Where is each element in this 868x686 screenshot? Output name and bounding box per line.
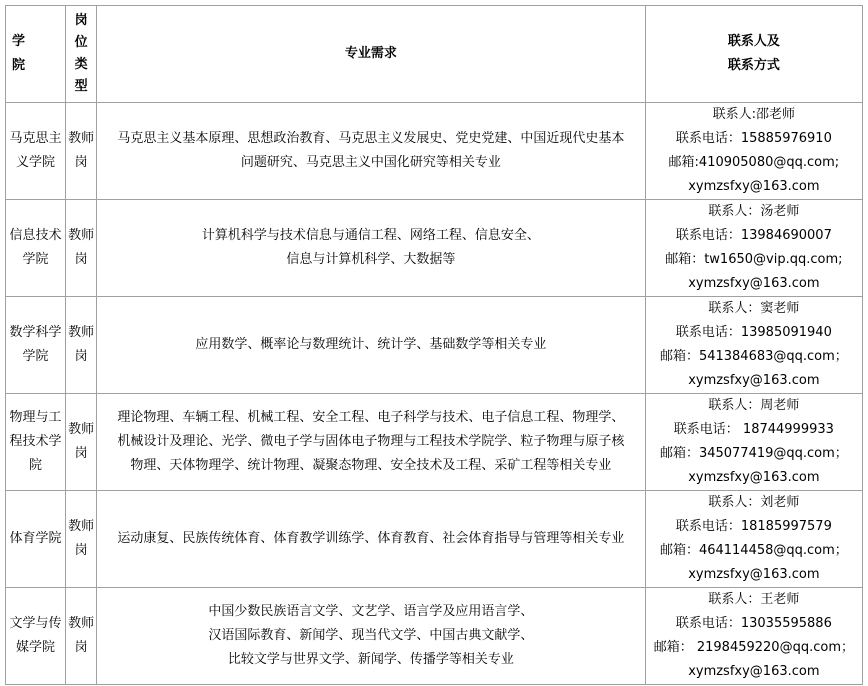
contact-person: 联系人：汤老师 bbox=[708, 204, 800, 219]
contact-email: 邮箱：464114458@qq.com； bbox=[659, 543, 848, 558]
college-cell: 数学科学 学院 bbox=[6, 297, 66, 394]
position-type-cell: 教师 岗 bbox=[66, 394, 97, 491]
contact-person: 联系人:邵老师 bbox=[712, 107, 796, 122]
table-row bbox=[6, 394, 863, 491]
table-row bbox=[6, 297, 863, 394]
contact-phone: 联系电话：13985091940 bbox=[675, 325, 832, 340]
contact-cell bbox=[645, 103, 862, 200]
header-contact: 联系人及 联系方式 bbox=[645, 6, 862, 103]
requirement-cell: 中国少数民族语言文学、文艺学、语言学及应用语言学、 汉语国际教育、新闻学、现当代文学、中国古典文献学、 比较文学与世界文学、新闻学、传播学等相关专业 bbox=[97, 588, 646, 685]
contact-phone: 联系电话： 18744999933 bbox=[673, 422, 834, 437]
position-type-cell: 教师 岗 bbox=[66, 297, 97, 394]
table-row bbox=[6, 200, 863, 297]
contact-email-alt: xymzsfxy@163.com bbox=[688, 567, 820, 582]
contact-email: 邮箱:410905080@qq.com; bbox=[668, 155, 840, 170]
table-row bbox=[6, 491, 863, 588]
position-type-cell: 教师 岗 bbox=[66, 588, 97, 685]
requirement-cell: 应用数学、概率论与数理统计、统计学、基础数学等相关专业 bbox=[97, 297, 646, 394]
contact-person: 联系人：王老师 bbox=[708, 592, 800, 607]
contact-email-alt: xymzsfxy@163.com bbox=[688, 664, 820, 679]
header-college: 学 院 bbox=[6, 6, 66, 103]
contact-email: 邮箱：345077419@qq.com； bbox=[659, 446, 848, 461]
table-row bbox=[6, 103, 863, 200]
requirement-cell: 计算机科学与技术信息与通信工程、网络工程、信息安全、 信息与计算机科学、大数据等 bbox=[97, 200, 646, 297]
college-cell: 马克思主 义学院 bbox=[6, 103, 66, 200]
contact-email-alt: xymzsfxy@163.com bbox=[688, 470, 820, 485]
college-cell: 物理与工 程技术学 院 bbox=[6, 394, 66, 491]
requirement-cell: 理论物理、车辆工程、机械工程、安全工程、电子科学与技术、电子信息工程、物理学、 机械设计及理论、光学、微电子学与固体电子物理与工程技术学院学、粒子物理与原子核 物理、天体物理学、统计物理、凝聚态物理、安全技术及工程、采矿工程等相关专业 bbox=[97, 394, 646, 491]
contact-person: 联系人：周老师 bbox=[708, 398, 800, 413]
contact-cell bbox=[645, 200, 862, 297]
header-position-type: 岗 位 类 型 bbox=[66, 6, 97, 103]
contact-cell bbox=[645, 491, 862, 588]
college-cell: 信息技术 学院 bbox=[6, 200, 66, 297]
header-requirement: 专业需求 bbox=[97, 6, 646, 103]
position-type-cell: 教师 岗 bbox=[66, 103, 97, 200]
contact-email: 邮箱： 2198459220@qq.com； bbox=[653, 640, 854, 655]
contact-cell bbox=[645, 588, 862, 685]
contact-phone: 联系电话：13035595886 bbox=[675, 616, 832, 631]
contact-email: 邮箱：tw1650@vip.qq.com; bbox=[665, 252, 843, 267]
college-cell: 文学与传 媒学院 bbox=[6, 588, 66, 685]
contact-cell bbox=[645, 297, 862, 394]
table-row bbox=[6, 588, 863, 685]
contact-phone: 联系电话：18185997579 bbox=[675, 519, 832, 534]
contact-person: 联系人：窦老师 bbox=[708, 301, 800, 316]
contact-phone: 联系电话：15885976910 bbox=[675, 131, 832, 146]
recruitment-table bbox=[5, 5, 863, 685]
contact-cell bbox=[645, 394, 862, 491]
contact-email-alt: xymzsfxy@163.com bbox=[688, 179, 820, 194]
position-type-cell: 教师 岗 bbox=[66, 200, 97, 297]
college-cell: 体育学院 bbox=[6, 491, 66, 588]
contact-email: 邮箱：541384683@qq.com； bbox=[659, 349, 848, 364]
contact-email-alt: xymzsfxy@163.com bbox=[688, 276, 820, 291]
contact-person: 联系人：刘老师 bbox=[708, 495, 800, 510]
contact-phone: 联系电话：13984690007 bbox=[675, 228, 832, 243]
requirement-cell: 马克思主义基本原理、思想政治教育、马克思主义发展史、党史党建、中国近现代史基本 问题研究、马克思主义中国化研究等相关专业 bbox=[97, 103, 646, 200]
position-type-cell: 教师 岗 bbox=[66, 491, 97, 588]
requirement-cell: 运动康复、民族传统体育、体育教学训练学、体育教育、社会体育指导与管理等相关专业 bbox=[97, 491, 646, 588]
contact-email-alt: xymzsfxy@163.com bbox=[688, 373, 820, 388]
table-header-row bbox=[6, 6, 863, 103]
